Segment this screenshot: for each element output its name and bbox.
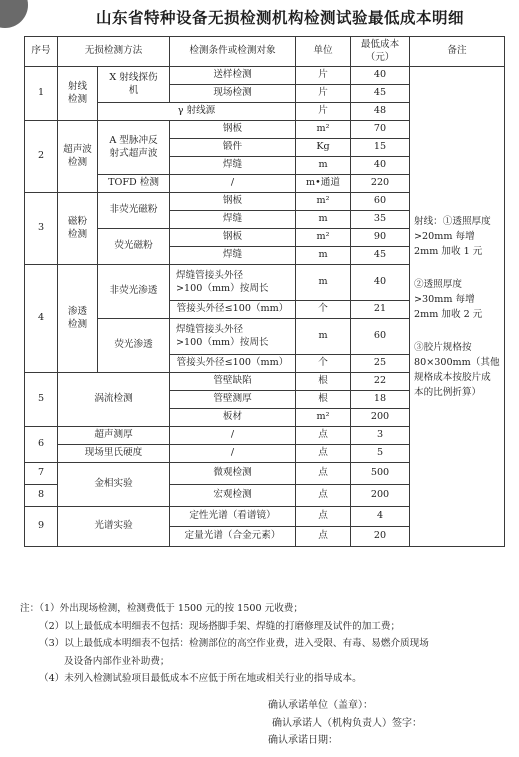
header-object: 检测条件或检测对象 [170, 37, 296, 67]
submethod-cell: X 射线探伤 机 [98, 67, 170, 103]
note-3-continued: 及设备内部作业补助费； [64, 655, 170, 667]
object-cell: / [170, 445, 296, 463]
cost-cell: 200 [351, 409, 410, 427]
object-cell: 定量光谱（合金元素） [170, 527, 296, 547]
method-cell: 光谱实验 [58, 507, 170, 547]
unit-cell: 点 [296, 463, 351, 485]
cost-table [24, 36, 505, 547]
method-cell: 超声波 检测 [58, 121, 98, 193]
header-method: 无损检测方法 [58, 37, 170, 67]
submethod-cell: TOFD 检测 [98, 175, 170, 193]
note-2: （2）以上最低成本明细表不包括：现场搭脚手架、焊缝的打磨修理及试件的加工费； [39, 620, 401, 632]
cost-cell: 21 [351, 301, 410, 319]
unit-cell: 点 [296, 485, 351, 507]
unit-cell: 点 [296, 445, 351, 463]
seq-cell: 6 [25, 427, 58, 463]
unit-cell: 根 [296, 391, 351, 409]
object-cell: 焊缝管接头外径 >100（mm）按周长 [170, 319, 296, 355]
cost-cell: 22 [351, 373, 410, 391]
header-unit: 单位 [296, 37, 351, 67]
object-cell: 焊缝管接头外径 >100（mm）按周长 [170, 265, 296, 301]
cost-cell: 18 [351, 391, 410, 409]
cost-cell: 3 [351, 427, 410, 445]
object-cell: 钢板 [170, 193, 296, 211]
cost-cell: 45 [351, 247, 410, 265]
cost-cell: 220 [351, 175, 410, 193]
submethod-cell: 荧光渗透 [98, 319, 170, 373]
cost-cell: 5 [351, 445, 410, 463]
object-cell: 钢板 [170, 229, 296, 247]
cost-cell: 48 [351, 103, 410, 121]
cost-cell: 35 [351, 211, 410, 229]
method-cell: 涡流检测 [58, 373, 170, 427]
note-4: （4）未列入检测试验项目最低成本不应低于所在地或相关行业的指导成本。 [39, 673, 362, 684]
cost-cell: 15 [351, 139, 410, 157]
cost-cell: 60 [351, 319, 410, 355]
cost-cell: 90 [351, 229, 410, 247]
note-1: 注：（1）外出现场检测，检测费低于 1500 元的按 1500 元收费； [20, 603, 303, 614]
method-cell: 射线 检测 [58, 67, 98, 121]
notes-section [20, 600, 510, 688]
object-cell: 钢板 [170, 121, 296, 139]
unit-cell: m² [296, 121, 351, 139]
object-cell: 宏观检测 [170, 485, 296, 507]
method-cell: 现场里氏硬度 [58, 445, 170, 463]
header-cost: 最低成本 （元） [351, 37, 410, 67]
object-cell: 现场检测 [170, 85, 296, 103]
object-cell: 焊缝 [170, 247, 296, 265]
note-3: （3）以上最低成本明细表不包括：检测部位的高空作业费，进入受限、有毒、易燃介质现场 [39, 638, 429, 649]
unit-cell: m•通道 [296, 175, 351, 193]
seq-cell: 3 [25, 193, 58, 265]
object-cell: 板材 [170, 409, 296, 427]
unit-cell: 点 [296, 507, 351, 527]
unit-cell: m [296, 211, 351, 229]
object-cell: 微观检测 [170, 463, 296, 485]
header-seq: 序号 [25, 37, 58, 67]
seq-cell: 2 [25, 121, 58, 193]
method-cell: 磁粉 检测 [58, 193, 98, 265]
remark-line-3: ③胶片规格按 80×300mm（其他规格成本按胶片成本的比例折算） [414, 341, 500, 398]
confirm-person-label: 确认承诺人（机构负责人）签字： [272, 717, 422, 729]
cost-cell: 60 [351, 193, 410, 211]
unit-cell: 点 [296, 427, 351, 445]
unit-cell: m [296, 319, 351, 355]
remark-line-1: 射线：①透照厚度>20mm 每增 2mm 加收 1 元 [414, 215, 491, 257]
page-title: 山东省特种设备无损检测机构检测试验最低成本明细 [95, 8, 464, 27]
object-cell: 管壁测厚 [170, 391, 296, 409]
object-cell: / [170, 175, 296, 193]
object-cell: 焊缝 [170, 157, 296, 175]
unit-cell: 根 [296, 373, 351, 391]
cost-cell: 25 [351, 355, 410, 373]
object-cell: 管接头外径≤100（mm） [170, 355, 296, 373]
cost-cell: 70 [351, 121, 410, 139]
seq-cell: 8 [25, 485, 58, 507]
cost-cell: 200 [351, 485, 410, 507]
corner-badge [0, 0, 28, 28]
submethod-cell: 非荧光磁粉 [98, 193, 170, 229]
submethod-cell: 荧光磁粉 [98, 229, 170, 265]
cost-cell: 500 [351, 463, 410, 485]
unit-cell: m² [296, 229, 351, 247]
method-cell: 超声测厚 [58, 427, 170, 445]
unit-cell: m [296, 265, 351, 301]
method-cell: 渗透 检测 [58, 265, 98, 373]
cost-cell: 4 [351, 507, 410, 527]
confirm-date-label: 确认承诺日期： [268, 735, 338, 746]
submethod-cell: 非荧光渗透 [98, 265, 170, 319]
cost-cell: 40 [351, 67, 410, 85]
method-cell: 金相实验 [58, 463, 170, 507]
seq-cell: 1 [25, 67, 58, 121]
unit-cell: 个 [296, 301, 351, 319]
remark-cell [410, 67, 505, 547]
object-cell: 焊缝 [170, 211, 296, 229]
unit-cell: 片 [296, 85, 351, 103]
unit-cell: Kg [296, 139, 351, 157]
object-cell: 定性光谱（看谱镜） [170, 507, 296, 527]
remark-line-2: ②透照厚度>30mm 每增 2mm 加收 2 元 [414, 278, 483, 320]
cost-cell: 40 [351, 157, 410, 175]
cost-cell: 45 [351, 85, 410, 103]
seq-cell: 4 [25, 265, 58, 373]
seq-cell: 9 [25, 507, 58, 547]
confirmation-section [268, 697, 422, 750]
table-header-row [25, 37, 505, 67]
header-remark: 备注 [410, 37, 505, 67]
unit-cell: m [296, 157, 351, 175]
object-cell: 送样检测 [170, 67, 296, 85]
table-row [25, 67, 505, 85]
unit-cell: m² [296, 193, 351, 211]
submethod-cell: A 型脉冲反 射式超声波 [98, 121, 170, 175]
object-cell: γ 射线源 [98, 103, 296, 121]
confirm-unit-label: 确认承诺单位（盖章）： [268, 700, 373, 711]
object-cell: / [170, 427, 296, 445]
seq-cell: 7 [25, 463, 58, 485]
unit-cell: m [296, 247, 351, 265]
cost-cell: 40 [351, 265, 410, 301]
unit-cell: 个 [296, 355, 351, 373]
unit-cell: 片 [296, 103, 351, 121]
object-cell: 管壁缺陷 [170, 373, 296, 391]
cost-cell: 20 [351, 527, 410, 547]
unit-cell: 片 [296, 67, 351, 85]
seq-cell: 5 [25, 373, 58, 427]
object-cell: 管接头外径≤100（mm） [170, 301, 296, 319]
unit-cell: 点 [296, 527, 351, 547]
object-cell: 锻件 [170, 139, 296, 157]
unit-cell: m² [296, 409, 351, 427]
